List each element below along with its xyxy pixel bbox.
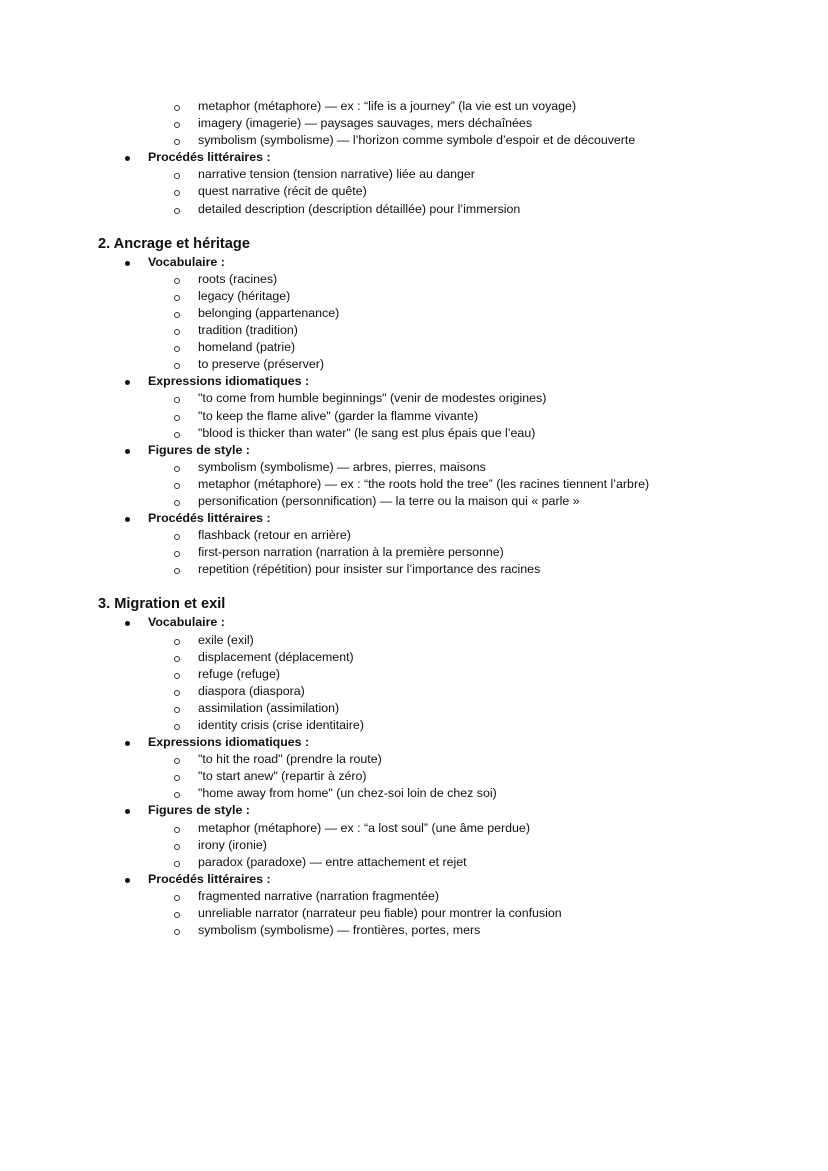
list-item: narrative tension (tension narrative) liée au danger	[0, 166, 828, 183]
bullet-group-label: Figures de style :	[0, 802, 828, 819]
bullet-group-label: Vocabulaire :	[0, 614, 828, 631]
bullet-group-label: Vocabulaire :	[0, 254, 828, 271]
section	[0, 594, 828, 939]
list-item: symbolism (symbolisme) — l’horizon comme symbole d’espoir et de découverte	[0, 132, 828, 149]
bullet-group-label: Expressions idiomatiques :	[0, 734, 828, 751]
bullet-group-label: Expressions idiomatiques :	[0, 373, 828, 390]
list-item: homeland (patrie)	[0, 339, 828, 356]
document-page	[0, 98, 828, 939]
list-item: "home away from home" (un chez-soi loin de chez soi)	[0, 785, 828, 802]
list-item: quest narrative (récit de quête)	[0, 183, 828, 200]
list-item: symbolism (symbolisme) — arbres, pierres, maisons	[0, 459, 828, 476]
bullet-group-label: Procédés littéraires :	[0, 871, 828, 888]
list-item: belonging (appartenance)	[0, 305, 828, 322]
list-item: flashback (retour en arrière)	[0, 527, 828, 544]
list-item: roots (racines)	[0, 271, 828, 288]
list-item: "to come from humble beginnings" (venir de modestes origines)	[0, 390, 828, 407]
list-item: "to start anew" (repartir à zéro)	[0, 768, 828, 785]
list-item: imagery (imagerie) — paysages sauvages, mers déchaînées	[0, 115, 828, 132]
list-item: to preserve (préserver)	[0, 356, 828, 373]
list-item: metaphor (métaphore) — ex : “a lost soul” (une âme perdue)	[0, 820, 828, 837]
list-item: "to keep the flame alive" (garder la flamme vivante)	[0, 408, 828, 425]
bullet-group-label: Procédés littéraires :	[0, 149, 828, 166]
list-item: symbolism (symbolisme) — frontières, portes, mers	[0, 922, 828, 939]
section-heading: 3. Migration et exil	[98, 596, 226, 613]
list-item: unreliable narrator (narrateur peu fiable) pour montrer la confusion	[0, 905, 828, 922]
list-item: detailed description (description détaillée) pour l’immersion	[0, 201, 828, 218]
list-item: metaphor (métaphore) — ex : “life is a journey” (la vie est un voyage)	[0, 98, 828, 115]
section	[0, 234, 828, 579]
list-item: displacement (déplacement)	[0, 649, 828, 666]
list-item: assimilation (assimilation)	[0, 700, 828, 717]
list-item: tradition (tradition)	[0, 322, 828, 339]
list-item: fragmented narrative (narration fragmentée)	[0, 888, 828, 905]
list-item: "to hit the road" (prendre la route)	[0, 751, 828, 768]
bullet-group-label: Procédés littéraires :	[0, 510, 828, 527]
section-heading: 2. Ancrage et héritage	[98, 235, 250, 252]
list-item: legacy (héritage)	[0, 288, 828, 305]
list-item: refuge (refuge)	[0, 666, 828, 683]
list-item: exile (exil)	[0, 632, 828, 649]
bullet-group-label: Figures de style :	[0, 442, 828, 459]
list-item: paradox (paradoxe) — entre attachement et rejet	[0, 854, 828, 871]
list-item: repetition (répétition) pour insister sur l’importance des racines	[0, 561, 828, 578]
list-item: irony (ironie)	[0, 837, 828, 854]
list-item: "blood is thicker than water" (le sang est plus épais que l’eau)	[0, 425, 828, 442]
list-item: first-person narration (narration à la première personne)	[0, 544, 828, 561]
list-item: personification (personnification) — la terre ou la maison qui « parle »	[0, 493, 828, 510]
list-item: metaphor (métaphore) — ex : “the roots hold the tree” (les racines tiennent l’arbre)	[0, 476, 828, 493]
section	[0, 98, 828, 218]
list-item: identity crisis (crise identitaire)	[0, 717, 828, 734]
list-item: diaspora (diaspora)	[0, 683, 828, 700]
